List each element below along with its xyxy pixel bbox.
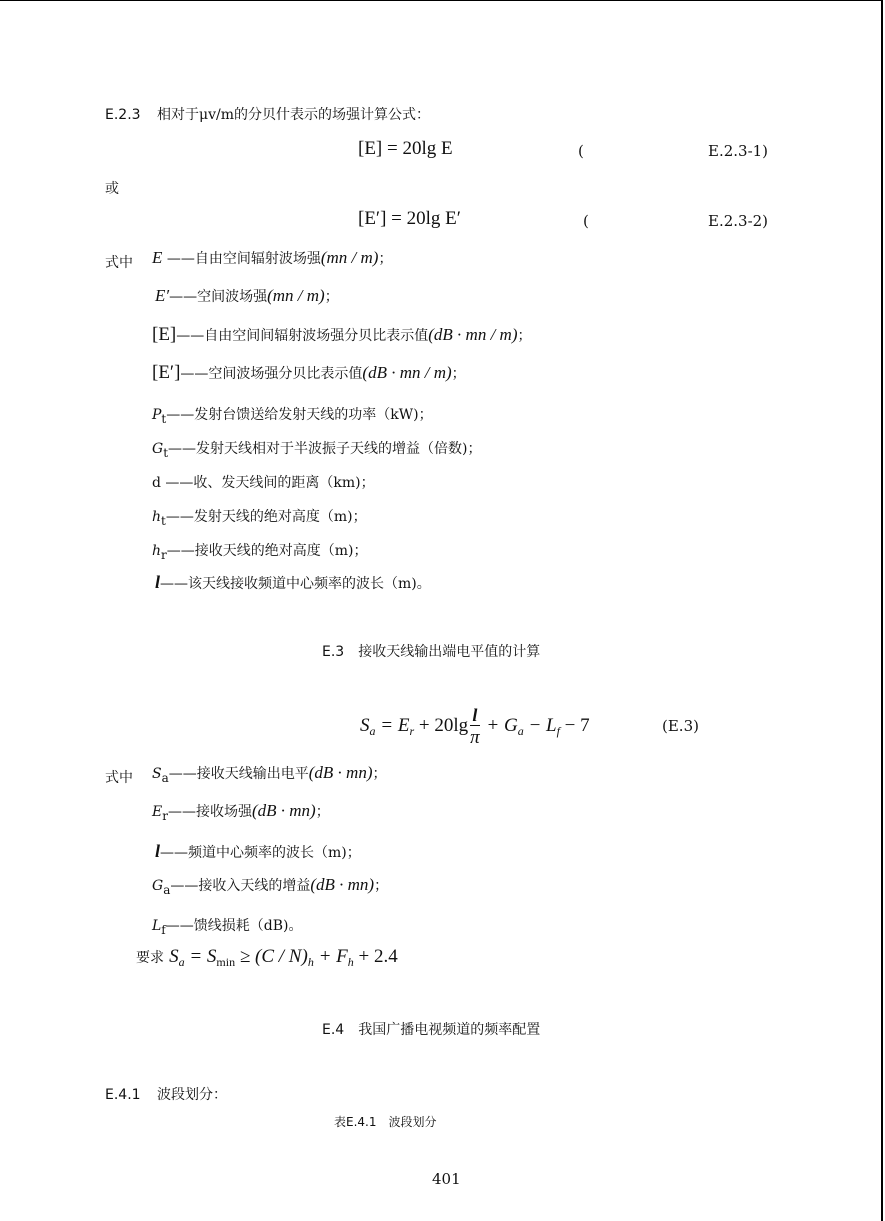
equation-e23-1 xyxy=(358,138,453,160)
equation-tag: E.2.3-1) xyxy=(708,142,769,160)
definition-item: Pt——发射台馈送给发射天线的功率（kW)； xyxy=(152,407,433,426)
section-heading-e23 xyxy=(105,104,430,124)
subsection-text: 波段划分： xyxy=(157,1087,228,1103)
equation-e3: $S_a = E_r + 20\lg$ $\frac{l}{\pi}$ + $G_a - L_f - 7$ xyxy=(360,705,590,748)
fraction: $\frac{l}{\pi}$ xyxy=(470,705,480,748)
equation-rhs: = 20lg E′ xyxy=(391,208,461,229)
definition-item: hr——接收天线的绝对高度（m)； xyxy=(152,543,368,562)
section-title-e4: E.4 我国广播电视频道的频率配置 xyxy=(322,1022,541,1038)
equation-rhs: = 20lg E xyxy=(387,138,453,159)
equation-tag: (E.3) xyxy=(662,717,699,735)
subsection-heading-e41 xyxy=(105,1084,227,1104)
definition-item: E ——自由空间辐射波场强(mn / m)； xyxy=(152,248,393,267)
definition-item: E′——空间波场强(mn / m)； xyxy=(155,286,339,305)
lambda-symbol: l xyxy=(155,841,161,861)
section-heading-text: 相对于μv/m的分贝什表示的场强计算公式： xyxy=(157,107,431,123)
definition-item: ht——发射天线的绝对高度（m)； xyxy=(152,509,367,528)
page-number: 401 xyxy=(432,1170,461,1188)
definition-item: [E]——自由空间间辐射波场强分贝比表示值(dB · mn / m)； xyxy=(152,324,532,345)
where-label: 式中 xyxy=(105,255,133,271)
where-label: 式中 xyxy=(105,770,133,786)
equation-lhs: [E] xyxy=(358,138,383,159)
subsection-number: E.4.1 xyxy=(105,1087,141,1103)
definition-item: l——频道中心频率的波长（m)； xyxy=(155,841,361,861)
definition-item: Gt——发射天线相对于半波振子天线的增益（倍数)； xyxy=(152,441,482,460)
definition-item: Lf——馈线损耗（dB)。 xyxy=(152,918,303,937)
definition-item: l——该天线接收频道中心频率的波长（m)。 xyxy=(155,572,431,592)
definition-item: d ——收、发天线间的距离（km)； xyxy=(152,475,375,491)
section-number: E.2.3 xyxy=(105,107,141,123)
equation-paren: ( xyxy=(583,212,589,230)
lambda-symbol: l xyxy=(155,572,161,592)
definition-item: Sa——接收天线输出电平(dB · mn)； xyxy=(152,763,387,785)
equation-tag: E.2.3-2) xyxy=(708,212,769,230)
definition-item: Ga——接收入天线的增益(dB · mn)； xyxy=(152,875,389,897)
definition-item: Er——接收场强(dB · mn)； xyxy=(152,801,330,823)
definition-item: [E′]——空间波场强分贝比表示值(dB · mn / m)； xyxy=(152,362,466,383)
table-caption: 表E.4.1 波段划分 xyxy=(334,1115,437,1129)
or-text: 或 xyxy=(105,181,119,197)
section-title-e3: E.3 接收天线输出端电平值的计算 xyxy=(322,644,541,660)
equation-paren: ( xyxy=(578,142,584,160)
equation-e23-2 xyxy=(358,208,461,230)
requirement-line: 要求 $S_a = S_{min} \ge (C / N)_h + F_h + 2.4$ xyxy=(136,946,398,969)
equation-lhs: [E′] xyxy=(358,208,387,229)
